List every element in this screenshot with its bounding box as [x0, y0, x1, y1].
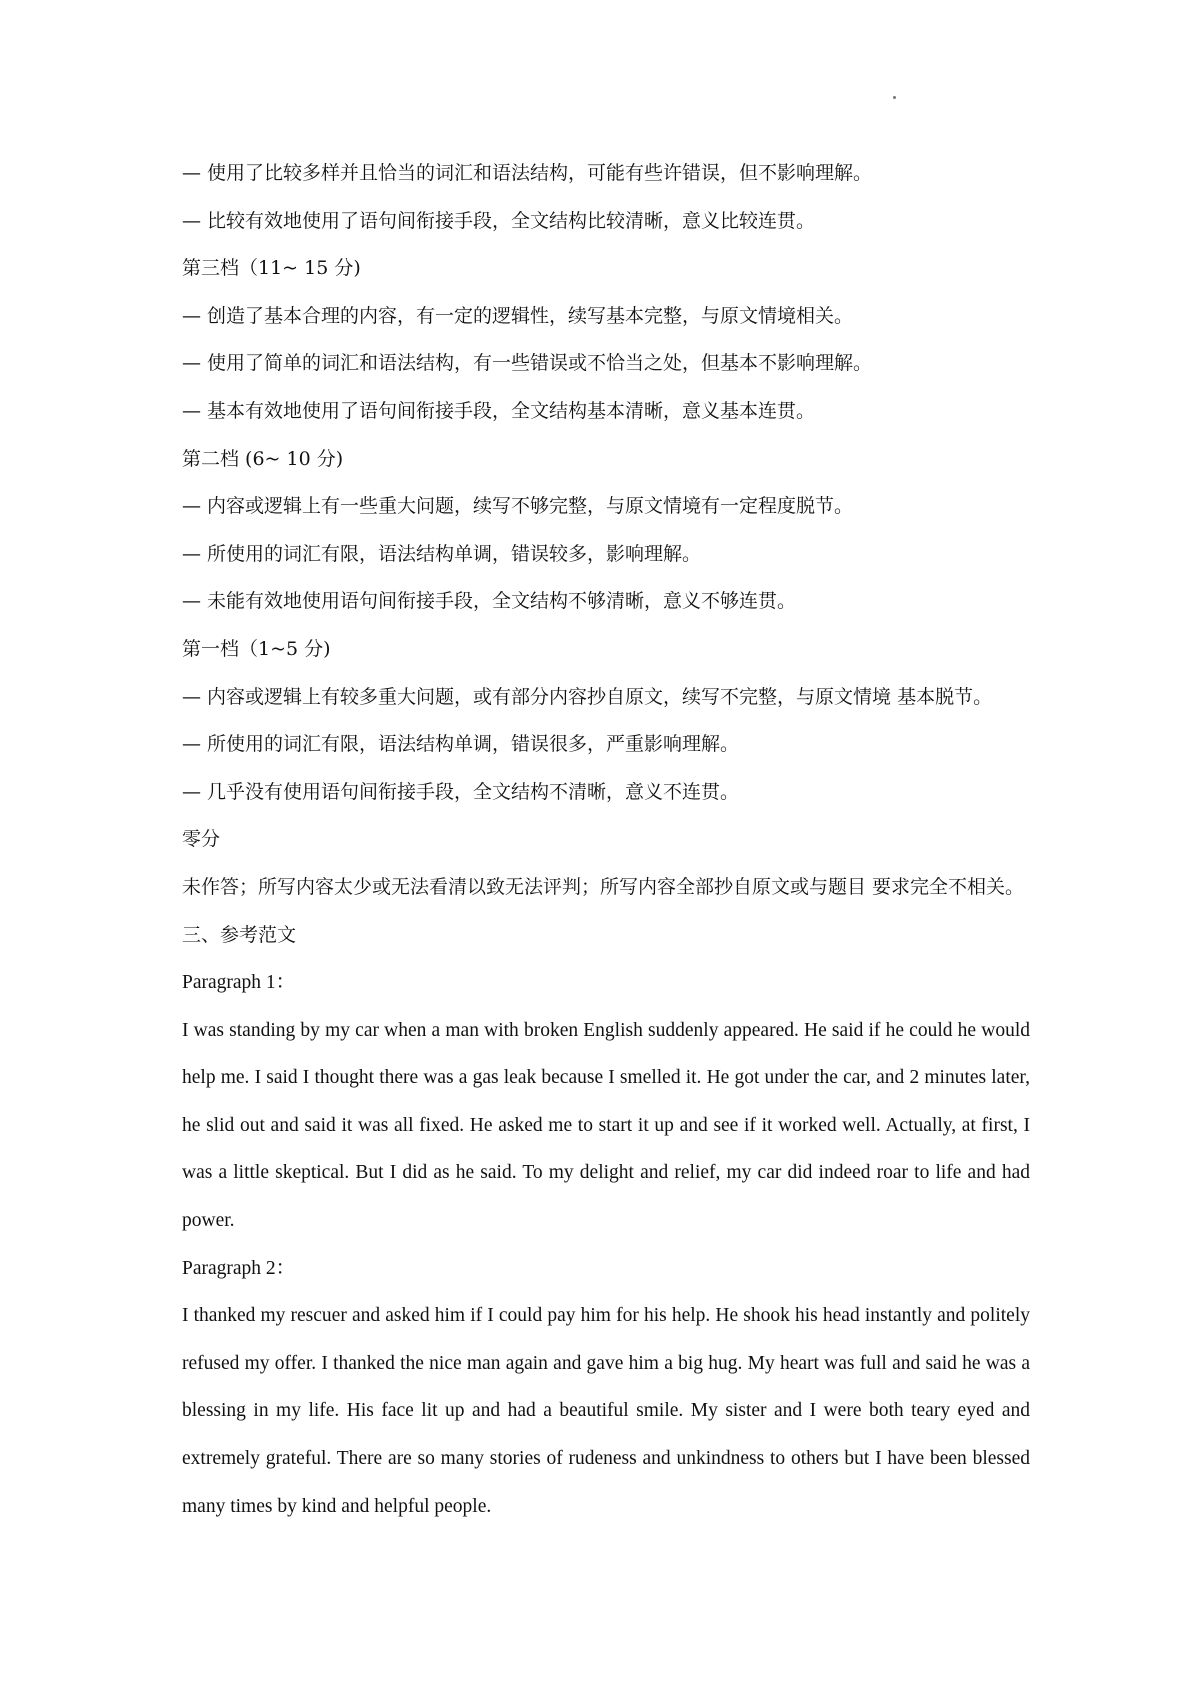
tier1-criterion-2: — 所使用的词汇有限，语法结构单调，错误很多，严重影响理解。: [182, 733, 740, 756]
tier2-criterion-3: — 未能有效地使用语句间衔接手段，全文结构不够清晰，意义不够连贯。: [182, 590, 797, 613]
tier2-heading: 第二档 (6~ 10 分): [182, 447, 344, 470]
document-body: [182, 150, 1030, 1530]
tier3-criterion-3: — 基本有效地使用了语句间衔接手段，全文结构基本清晰，意义基本连贯。: [182, 399, 816, 422]
paragraph-1-text: I was standing by my car when a man with broken English suddenly appeared. He said if he could he would help me. I said I thought there was a gas leak because I smelled it. He got under the car, and 2 minutes later, he slid out and said it was all fixed. He asked me to start it up and see if it worked well. Actually, at first, I was a little skeptical. But I did as he said. To my delight and relief, my car did indeed roar to life and had power.: [182, 1019, 1030, 1232]
tier1-criterion-3: — 几乎没有使用语句间衔接手段，全文结构不清晰，意义不连贯。: [182, 780, 740, 803]
tier3-criterion-2: — 使用了简单的词汇和语法结构，有一些错误或不恰当之处，但基本不影响理解。: [182, 352, 873, 375]
tier4-criterion-3: — 比较有效地使用了语句间衔接手段，全文结构比较清晰，意义比较连贯。: [182, 209, 816, 232]
page-mark: [893, 96, 896, 99]
tier1-heading: 第一档（1~5 分): [182, 637, 331, 660]
paragraph-2-text: I thanked my rescuer and asked him if I could pay him for his help. He shook his head instantly and politely refused my offer. I thanked the nice man again and gave him a big hug. My heart was full and said he was a blessing in my life. His face lit up and had a beautiful smile. My sister and I were both teary eyed and extremely grateful. There are so many stories of rudeness and unkindness to others but I have been blessed many times by kind and helpful people.: [182, 1305, 1030, 1517]
sample-essay-heading: 三、参考范文: [182, 923, 297, 946]
tier4-criterion-2: — 使用了比较多样并且恰当的词汇和语法结构，可能有些许错误，但不影响理解。: [182, 162, 873, 184]
tier2-criterion-1: — 内容或逻辑上有一些重大问题，续写不够完整，与原文情境有一定程度脱节。: [182, 495, 854, 518]
paragraph-1-label: Paragraph 1：: [182, 972, 296, 994]
tier3-heading: 第三档（11~ 15 分): [182, 257, 361, 280]
zero-score-heading: 零分: [182, 828, 221, 851]
tier3-criterion-1: — 创造了基本合理的内容，有一定的逻辑性，续写基本完整，与原文情境相关。: [182, 304, 854, 327]
tier1-criterion-1: — 内容或逻辑上有较多重大问题，或有部分内容抄自原文，续写不完整，与原文情境 基本脱节。: [182, 685, 993, 708]
zero-score-description: 未作答；所写内容太少或无法看清以致无法评判；所写内容全部抄自原文或与题目 要求完全不相关。: [182, 875, 1025, 898]
tier2-criterion-2: — 所使用的词汇有限，语法结构单调，错误较多，影响理解。: [182, 542, 702, 565]
paragraph-2-label: Paragraph 2：: [182, 1257, 296, 1279]
